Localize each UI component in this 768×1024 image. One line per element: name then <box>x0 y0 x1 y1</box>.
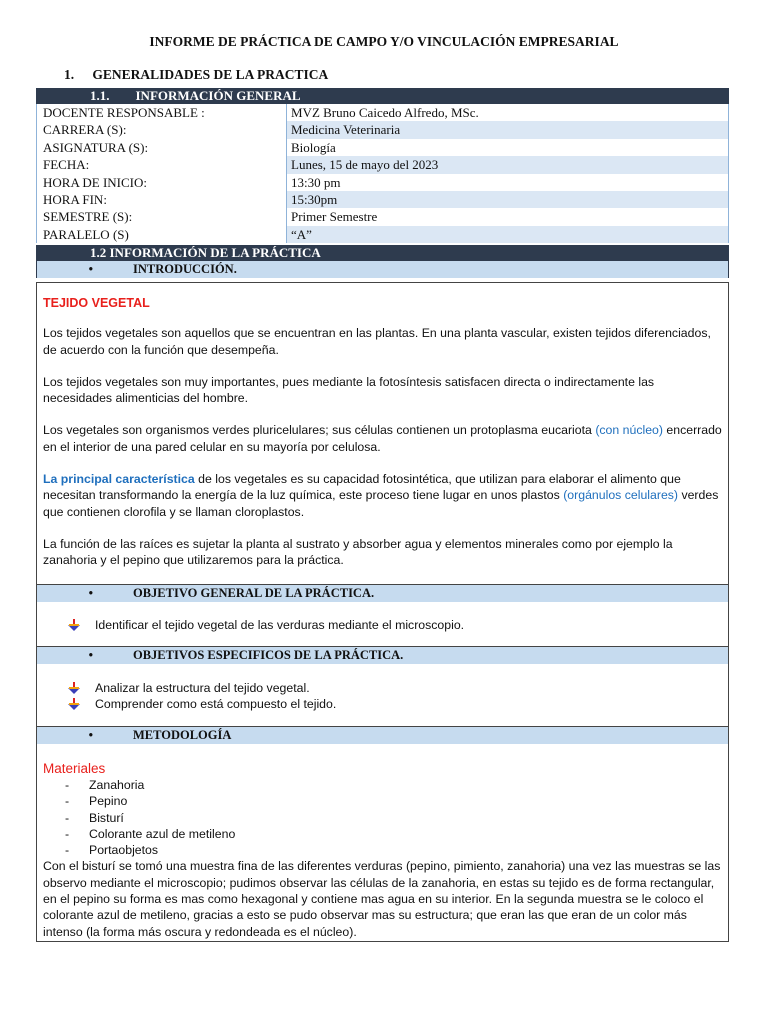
intro-bar <box>36 261 729 278</box>
arrow-bullet-icon <box>67 618 81 632</box>
metodologia-label: METODOLOGÍA <box>133 728 232 742</box>
info-value: Biología <box>286 139 729 156</box>
metodologia-bar-wrap <box>36 727 729 744</box>
info-row <box>36 174 729 191</box>
info-value: “A” <box>286 226 729 243</box>
section-heading <box>64 67 328 83</box>
objetivos-especificos-box <box>36 664 729 727</box>
objetivo-general-label: OBJETIVO GENERAL DE LA PRÁCTICA <box>133 586 371 600</box>
info-label: HORA DE INICIO: <box>36 174 286 191</box>
p3-highlight: (con núcleo) <box>595 423 663 438</box>
metodologia-bar <box>36 727 729 744</box>
info-value: 15:30pm <box>286 191 729 208</box>
dash-bullet: - <box>65 778 70 792</box>
p3-text-b: encerrado en el interior de una pared celular en su mayoría por celulosa. <box>43 423 722 454</box>
p4-highlight: La principal característica <box>43 472 195 487</box>
material-item <box>65 826 722 842</box>
info-label: SEMESTRE (S): <box>36 208 286 225</box>
dash-bullet: - <box>65 810 70 825</box>
info-label: HORA FIN: <box>36 191 286 208</box>
arrow-bullet-icon <box>67 681 81 695</box>
dash-bullet: - <box>65 794 70 809</box>
practica-header-label: 1.2 INFORMACIÓN DE LA PRÁCTICA <box>90 245 321 261</box>
info-general-header <box>36 88 729 104</box>
material-item <box>65 842 722 858</box>
materiales-list <box>65 777 722 858</box>
info-value: MVZ Bruno Caicedo Alfredo, MSc. <box>286 104 729 121</box>
info-general-rows <box>36 104 729 243</box>
objetivo-general-list <box>43 617 722 633</box>
p4-text-a: de los vegetales es su capacidad fotosintética, que utilizan para elaborar el alimento que necesitan transformando la energía de la luz química, este proceso tiene lugar en unos plastos <box>43 472 681 503</box>
list-item-text: Comprender como está compuesto el tejido. <box>95 697 337 712</box>
document-title: INFORME DE PRÁCTICA DE CAMPO Y/O VINCULACIÓN EMPRESARIAL <box>149 34 619 49</box>
info-row <box>36 226 729 243</box>
info-value: Primer Semestre <box>286 208 729 225</box>
objetivo-general-bar: • OBJETIVO GENERAL DE LA PRÁCTICA. <box>36 585 729 602</box>
intro-box <box>36 282 729 585</box>
intro-paragraph-2: Los tejidos vegetales son muy importantes, pues mediante la fotosíntesis satisfacen directa o indirectamente las necesidades alimenticias del hombre. <box>43 374 655 406</box>
material-item <box>65 793 722 809</box>
p3-text-a: Los vegetales son organismos verdes pluricelulares; sus células contienen un protoplasma eucariota <box>43 423 596 438</box>
info-value: Lunes, 15 de mayo del 2023 <box>286 156 729 173</box>
objetivos-especificos-bar-wrap <box>36 647 729 664</box>
procedimiento-text: Con el bisturí se tomó una muestra fina de las diferentes verduras (pepino, pimiento, zanahoria) una vez las muestras se las observo mediante el microscopio; pudimos observar las células de la zanahoria, en estas su tejido es de forma rectangular, en el pepino su forma es mas como hexagonal y contiene mas agua en su interior. En la segunda muestra se le coloco el colorante azul de metileno, gracias a esto se pudo observar mas su estructura; que eran las que eran de un color más intenso (la forma más oscura y redondeada es el núcleo). <box>43 859 721 939</box>
practica-header <box>36 245 729 261</box>
info-label: PARALELO (S) <box>36 226 286 243</box>
info-label: ASIGNATURA (S): <box>36 139 286 156</box>
list-item-text: Analizar la estructura del tejido vegetal. <box>95 681 310 695</box>
p4-text-b: verdes que contienen clorofila y se llaman cloroplastos. <box>43 488 719 519</box>
list-item-text: Identificar el tejido vegetal de las verduras mediante el microscopio. <box>95 618 465 632</box>
intro-paragraph-1: Los tejidos vegetales son aquellos que se encuentran en las plantas. En una planta vascular, existen tejidos diferenciados, de acuerdo con la función que desempeña. <box>43 326 711 357</box>
bullet-icon: • <box>88 728 93 742</box>
info-label: DOCENTE RESPONSABLE : <box>36 104 286 121</box>
info-row <box>36 156 729 173</box>
bullet-icon: • <box>88 262 93 277</box>
info-label: FECHA: <box>36 156 286 173</box>
info-label: CARRERA (S): <box>36 121 286 138</box>
material-text: Bisturí <box>89 810 124 825</box>
intro-label: INTRODUCCIÓN. <box>133 262 237 277</box>
list-item <box>67 696 722 712</box>
section-title: GENERALIDADES DE LA PRACTICA <box>92 67 329 82</box>
info-row <box>36 191 729 208</box>
intro-heading: TEJIDO VEGETAL <box>43 296 150 310</box>
list-item <box>67 617 722 633</box>
info-row <box>36 121 729 138</box>
intro-paragraph-3 <box>43 422 722 455</box>
info-value: 13:30 pm <box>286 174 729 191</box>
materiales-heading: Materiales <box>43 761 106 776</box>
info-row <box>36 104 729 121</box>
info-row <box>36 208 729 225</box>
metodologia-box <box>36 744 729 942</box>
material-text: Portaobjetos <box>89 843 159 858</box>
objetivo-general-box <box>36 602 729 647</box>
info-row <box>36 139 729 156</box>
material-item <box>65 810 722 826</box>
info-value: Medicina Veterinaria <box>286 121 729 138</box>
p4-highlight-2: (orgánulos celulares) <box>563 488 679 503</box>
arrow-bullet-icon <box>67 697 81 711</box>
bullet-icon: • <box>88 586 93 600</box>
material-item <box>65 777 722 793</box>
list-item <box>67 680 722 696</box>
material-text: Zanahoria <box>89 778 145 792</box>
intro-paragraph-5: La función de las raíces es sujetar la planta al sustrato y absorber agua y elementos minerales como por ejemplo la zanahoria y el pepino que utilizaremos para la práctica. <box>43 536 673 568</box>
objetivos-especificos-list <box>43 680 722 713</box>
bullet-icon: • <box>88 648 93 662</box>
dash-bullet: - <box>65 826 70 841</box>
info-general-table <box>36 88 729 278</box>
material-text: Pepino <box>89 794 128 809</box>
dash-bullet: - <box>65 843 70 858</box>
section-number: 1. <box>64 67 75 82</box>
objetivo-general-bar-wrap <box>36 585 729 602</box>
info-general-header-label: 1.1. INFORMACIÓN GENERAL <box>90 88 301 103</box>
material-text: Colorante azul de metileno <box>89 826 236 841</box>
objetivos-especificos-bar: • OBJETIVOS ESPECIFICOS DE LA PRÁCTICA. <box>36 647 729 664</box>
objetivos-especificos-label: OBJETIVOS ESPECIFICOS DE LA PRÁCTICA <box>133 648 401 662</box>
intro-paragraph-4 <box>43 471 722 520</box>
